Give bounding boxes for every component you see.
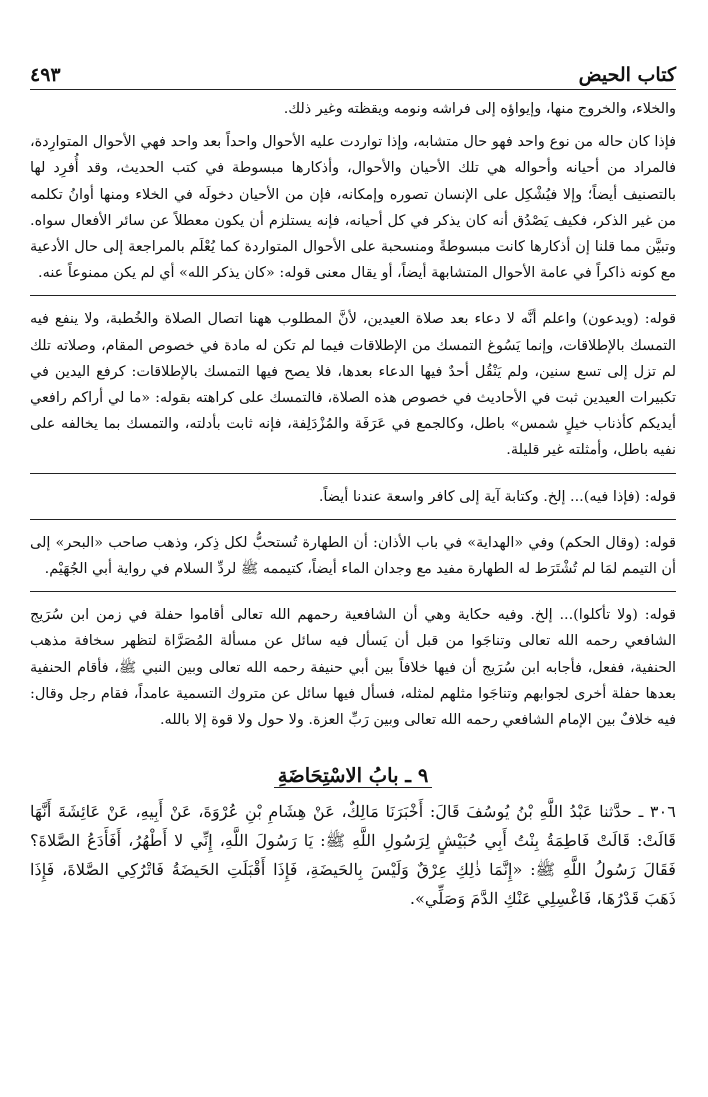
chapter-heading	[30, 761, 676, 791]
commentary-paragraph: قوله: (فإذا فيه)... إلخ. وكتابة آية إلى كافر واسعة عندنا أيضاً.	[318, 488, 676, 505]
commentary-paragraph: فإذا كان حاله من نوع واحد فهو حال متشابه، وإذا تواردت عليه الأحوال واحداً بعد واحد فهي الأحوال المتوارِدة، فالمراد من أحيانه وأحواله هي تلك الأحيان والأحوال، وأذكارها مبسوطة في كتب الحديث، وقد أُفرِد لها بالتصنيف أيضاً؛ وإلا فيُشْكِل على الإنسان تصوره وإمكانه، فإن من الأحيان دخولَه في الخلاء ومنها أوانُ تكلمه من غير الذكر، فكيف يَصْدُق أنه كان يذكر في كل أحيانه، فإنه يستلزم أن يكون معطلاً عن سائر الأفعال سواه. وتبيَّن مما قلنا إن أذكارها كانت مبسوطةً ومنسحبة على الأحوال المتواردة كما يُعْلَم بالمراجعة إلى حال الأدعية مع كونه ذاكراً في عامة الأحوال المتشابهة أيضاً، أو يقال معنى قوله: «كان يذكر الله» أي لم يكن ممنوعاً عنه.	[30, 134, 676, 282]
book-title: كتاب الحيض	[578, 64, 676, 86]
header-rule	[30, 89, 676, 90]
page-number: ٤٩٣	[30, 64, 61, 86]
commentary-paragraph: والخلاء، والخروج منها، وإيواؤه إلى فراشه ونومه ويقظته وغير ذلك.	[283, 101, 676, 117]
paragraph-divider	[30, 591, 676, 592]
commentary-paragraph: قوله: (ويدعون) واعلم أنَّه لا دعاء بعد صلاة العيدين، لأنَّ المطلوب ههنا اتصال الصلاة والخُطبة، ولا ينفع فيه التمسك بالإطلاقات، وإنما يَسُوغ التمسك من الإطلاقات فيما لم تكن له مادة في خصوص المقام، وصلاته تلك لم تزل إلى تسع سنين، ولم يَنْقُل أحدٌ فيها الدعاء بعدها، فلا يصح فيها التمسك بالإطلاقات: كرفع اليدين في تكبيرات العيدين ثبت في الأحاديث في خصوص هذه الصلاة، فالتمسك على كراهته بقوله: «ما لي أراكم رافعي أيديكم كأذناب خيلٍ شمس» باطل، وكالجمع في عَرَفَة والمُزْدَلِفة، فإنه ثابت بأدلته، والتمسك بما يخالفه على نفيه باطل، وأمثلته غير قليلة.	[30, 311, 676, 459]
hadith-text: ٣٠٦ ـ حدَّثنا عَبْدُ اللَّهِ بْنُ يُوسُفَ قَالَ: أَخْبَرَنَا مَالِكٌ، عَنْ هِشَامِ بْنِ عُرْوَةَ، عَنْ أَبِيهِ، عَنْ عَائِشَةَ أَنَّهَا قَالَتْ: قَالَتْ فَاطِمَةُ بِنْتُ أَبِي حُبَيْشٍ لِرَسُولِ اللَّهِ ﷺ: يَا رَسُولَ اللَّهِ، إِنِّي لا أَطْهُرُ، أَفَأَدَعُ الصَّلاةَ؟ فَقَالَ رَسُولُ اللَّهِ ﷺ: «إِنَّمَا ذٰلِكِ عِرْقٌ وَلَيْسَ بِالحَيضَةِ، فَإِذَا أَقْبَلَتِ الحَيضَةُ فَاتْرُكِي الصَّلاةَ، فَإِذَا ذَهَبَ قَدْرُهَا، فَاغْسِلِي عَنْكِ الدَّمَ وَصَلِّي».	[30, 802, 676, 909]
page-body	[30, 96, 676, 913]
commentary-paragraph: قوله: (وقال الحكم) وفي «الهداية» في باب الأذان: أن الطهارة تُستحبُّ لكل ذِكر، وذهب صاحب «البحر» إلى أن التيمم لمَا لم تُشْتَرَط له الطهارة مفيد مع وجدان الماء أيضاً، كتيممه ﷺ لردِّ السلام في رواية أبي الجُهَيْم.	[30, 534, 676, 578]
paragraph-divider	[30, 295, 676, 296]
chapter-heading-text: ٩ ـ بابُ الاسْتِحَاضَةِ	[274, 764, 433, 788]
running-header	[30, 56, 676, 86]
commentary-paragraph: قوله: (ولا تأكلوا)... إلخ. وفيه حكاية وهي أن الشافعية رحمهم الله تعالى أقاموا حفلة في زمن ابن سُرَيج الشافعي رحمه الله تعالى وتناجَوا من قبل أن يَسأل فيه سائل عن مسألة المُصَرَّاة لتظهر سخافة مذهب الحنفية، ففعل، فأجابه ابن سُرَيج أن فيها خلافاً بين أبي حنيفة رحمه الله تعالى وبين النبي ﷺ، فأقام الحنفية بعدها حفلة أخرى لجوابهم وتناجَوا مثلهم لمثله، فسأل فيها سائل عن متروك التسمية عامداً، فقام رجل وقال: فيه خلافٌ بين الإمام الشافعي رحمه الله تعالى وبين رَبِّ العزة. ولا حول ولا قوة إلا بالله.	[30, 607, 676, 729]
paragraph-divider	[30, 519, 676, 520]
paragraph-divider	[30, 473, 676, 474]
